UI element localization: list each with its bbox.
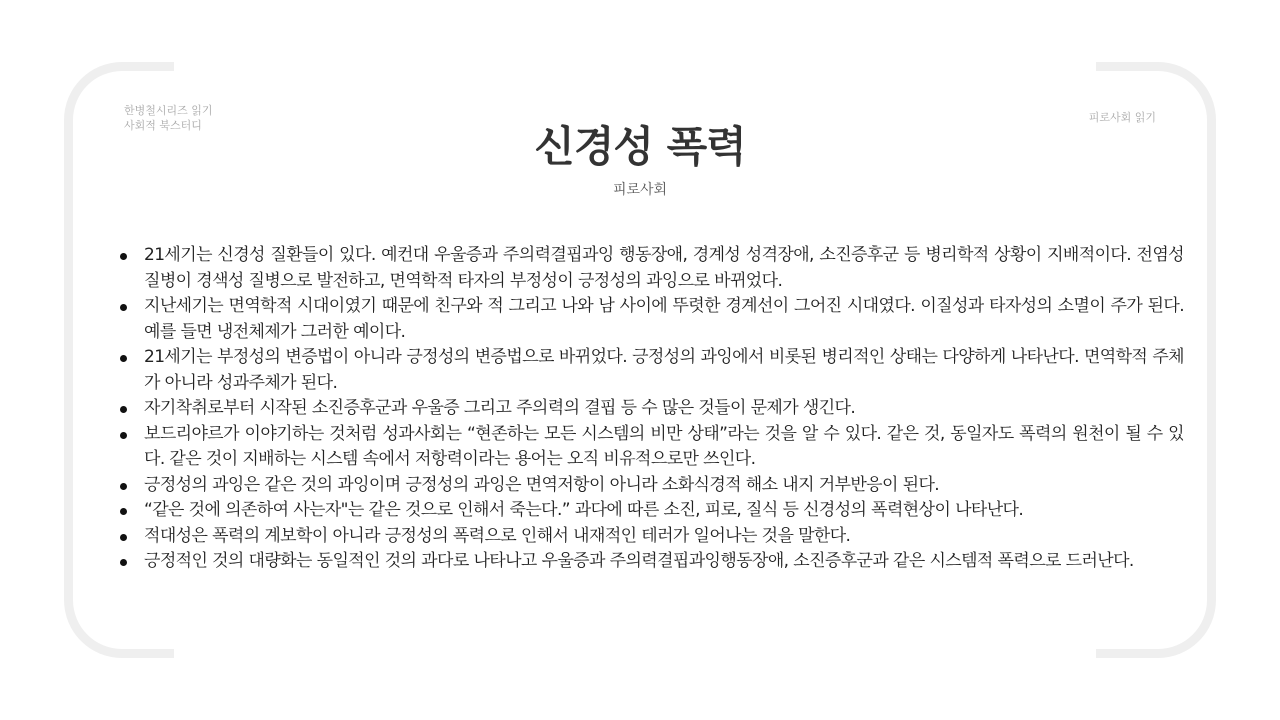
bullet-item: 긍정성의 과잉은 같은 것의 과잉이며 긍정성의 과잉은 면역저항이 아니라 소화식경적 해소 내지 거부반응이 된다. bbox=[144, 473, 1184, 499]
series-label-line2: 사회적 북스터디 bbox=[124, 119, 202, 132]
bullet-item: 자기착취로부터 시작된 소진증후군과 우울증 그리고 주의력의 결핍 등 수 많은 것들이 문제가 생긴다. bbox=[144, 396, 1184, 422]
bullet-item: 적대성은 폭력의 계보학이 아니라 긍정성의 폭력으로 인해서 내재적인 테러가 일어나는 것을 말한다. bbox=[144, 524, 1184, 550]
section-label: 피로사회 읽기 bbox=[1088, 111, 1156, 124]
bullet-item: “같은 것에 의존하여 사는자"는 같은 것으로 인해서 죽는다.” 과다에 따른 소진, 피로, 질식 등 신경성의 폭력현상이 나타난다. bbox=[144, 498, 1184, 524]
bullet-item: 21세기는 부정성의 변증법이 아니라 긍정성의 변증법으로 바뀌었다. 긍정성의 과잉에서 비롯된 병리적인 상태는 다양하게 나타난다. 면역학적 주체가 아니라 성과주체가 된다. bbox=[144, 345, 1184, 396]
bullet-list bbox=[115, 243, 1184, 575]
series-label-line1: 한병철시리즈 읽기 bbox=[124, 104, 213, 117]
slide-title: 신경성 폭력 bbox=[534, 122, 746, 171]
slide-subtitle: 피로사회 bbox=[612, 182, 668, 198]
bullet-item: 21세기는 신경성 질환들이 있다. 예컨대 우울증과 주의력결핍과잉 행동장애, 경계성 성격장애, 소진증후군 등 병리학적 상황이 지배적이다. 전염성 질병이 경색성 질병으로 발전하고, 면역학적 타자의 부정성이 긍정성의 과잉으로 바뀌었다. bbox=[144, 243, 1184, 294]
bullet-item: 긍정적인 것의 대량화는 동일적인 것의 과다로 나타나고 우울증과 주의력결핍과잉행동장애, 소진증후군과 같은 시스템적 폭력으로 드러난다. bbox=[144, 549, 1184, 575]
bullet-item: 지난세기는 면역학적 시대이였기 때문에 친구와 적 그리고 나와 남 사이에 뚜렷한 경계선이 그어진 시대였다. 이질성과 타자성의 소멸이 주가 된다. 예를 들면 냉전체제가 그러한 예이다. bbox=[144, 294, 1184, 345]
bullet-item: 보드리야르가 이야기하는 것처럼 성과사회는 “현존하는 모든 시스템의 비만 상태”라는 것을 알 수 있다. 같은 것, 동일자도 폭력의 원천이 될 수 있다. 같은 것이 지배하는 시스템 속에서 저항력이라는 용어는 오직 비유적으로만 쓰인다. bbox=[144, 422, 1184, 473]
